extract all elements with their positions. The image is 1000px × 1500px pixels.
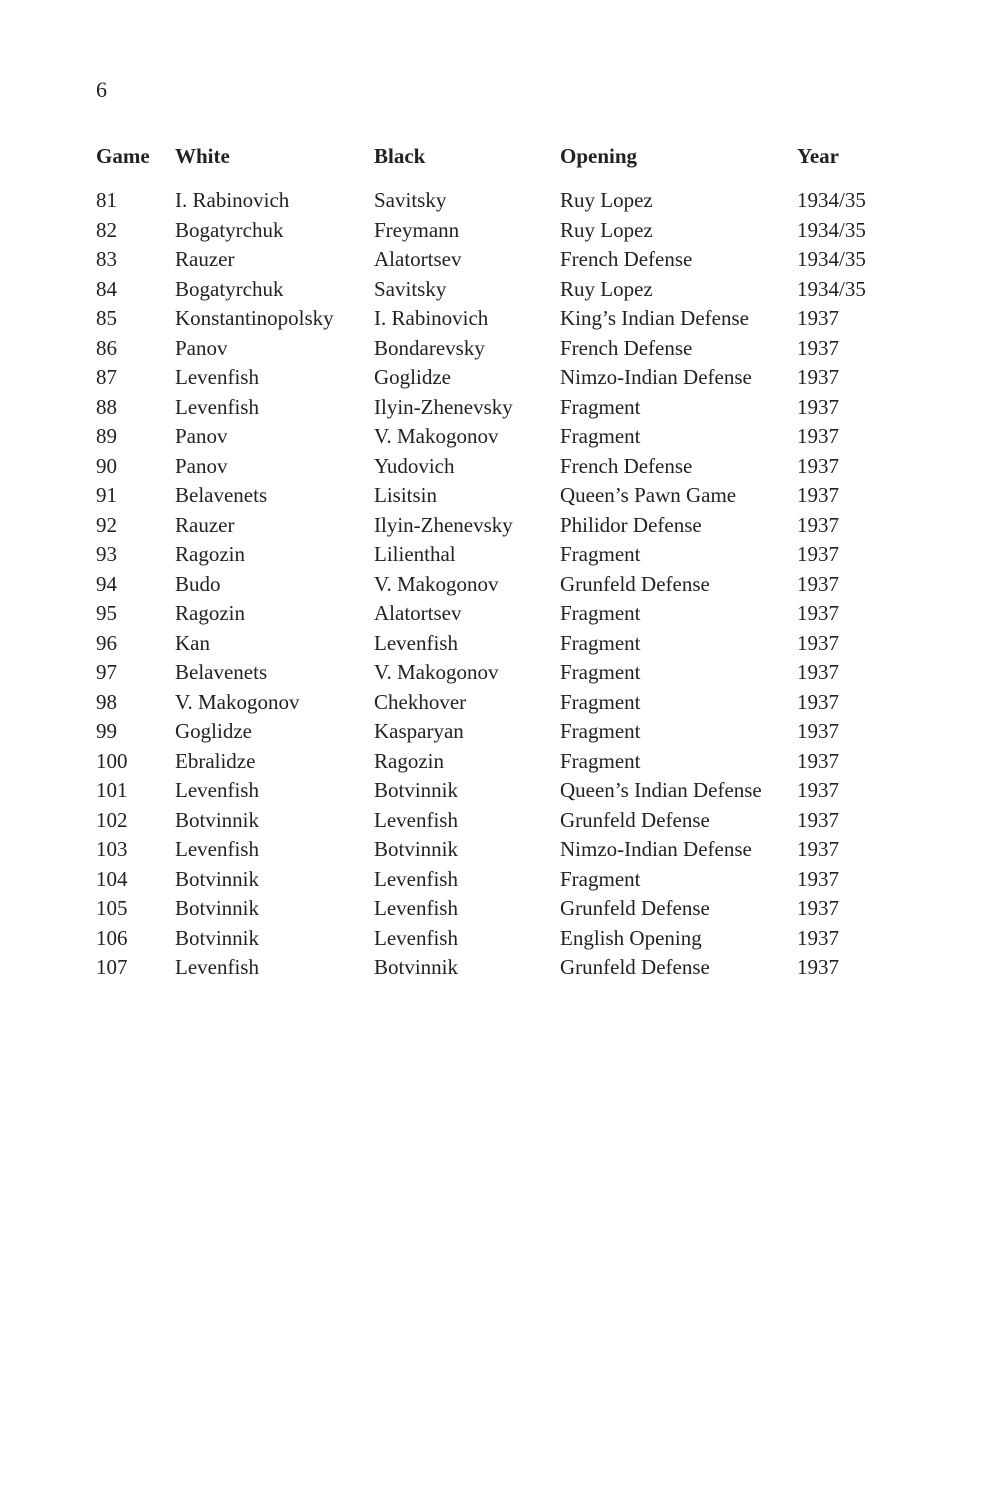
cell-white: Levenfish [175, 778, 259, 802]
cell-game: 86 [96, 335, 117, 360]
cell-opening: Grunfeld Defense [560, 807, 710, 832]
cell-year: 1937 [797, 837, 839, 861]
table-row [96, 776, 887, 806]
header-year: Year [797, 144, 839, 168]
cell-game: 88 [96, 394, 117, 419]
cell-year: 1937 [797, 365, 839, 389]
cell-game: 85 [96, 306, 117, 330]
cell-opening: French Defense [560, 335, 693, 360]
cell-black: Chekhover [374, 689, 467, 714]
cell-black: Botvinnik [374, 955, 459, 979]
games-table [96, 142, 887, 983]
cell-year: 1937 [797, 689, 839, 714]
table-row [96, 216, 887, 246]
cell-year: 1934/35 [797, 217, 866, 242]
cell-game: 84 [96, 276, 117, 301]
cell-opening: Ruy Lopez [560, 217, 653, 242]
cell-black: Savitsky [374, 276, 447, 301]
games-table-body [96, 186, 887, 983]
cell-game: 104 [96, 866, 128, 891]
cell-opening: Ruy Lopez [560, 188, 653, 212]
header-white: White [175, 144, 230, 168]
table-row [96, 953, 887, 983]
cell-opening: Grunfeld Defense [560, 571, 710, 596]
cell-year: 1934/35 [797, 188, 866, 212]
header-black: Black [374, 144, 426, 168]
cell-opening: Philidor Defense [560, 512, 702, 537]
cell-year: 1937 [797, 925, 839, 950]
cell-game: 94 [96, 571, 117, 596]
table-row [96, 599, 887, 629]
table-row [96, 304, 887, 334]
cell-opening: Fragment [560, 719, 641, 743]
cell-black: V. Makogonov [374, 424, 499, 448]
cell-opening: French Defense [560, 453, 693, 478]
cell-black: Levenfish [374, 630, 458, 655]
cell-black: Ilyin-Zhenevsky [374, 512, 513, 537]
cell-year: 1937 [797, 778, 839, 802]
table-row [96, 629, 887, 659]
table-row [96, 393, 887, 423]
cell-opening: Grunfeld Defense [560, 896, 710, 920]
table-row [96, 806, 887, 836]
cell-black: Kasparyan [374, 719, 464, 743]
cell-game: 87 [96, 365, 117, 389]
cell-year: 1937 [797, 630, 839, 655]
cell-game: 97 [96, 660, 117, 684]
cell-game: 81 [96, 188, 117, 212]
cell-year: 1937 [797, 394, 839, 419]
cell-year: 1937 [797, 483, 839, 507]
cell-game: 107 [96, 955, 128, 979]
cell-game: 99 [96, 719, 117, 743]
cell-year: 1937 [797, 453, 839, 478]
cell-year: 1937 [797, 955, 839, 979]
cell-black: Lisitsin [374, 483, 438, 507]
cell-white: Belavenets [175, 483, 268, 507]
cell-opening: Fragment [560, 542, 641, 566]
table-row [96, 186, 887, 216]
cell-white: Ebralidze [175, 748, 256, 773]
table-row [96, 511, 887, 541]
cell-black: Alatortsev [374, 601, 462, 625]
cell-game: 93 [96, 542, 117, 566]
cell-black: Botvinnik [374, 837, 459, 861]
table-row [96, 835, 887, 865]
cell-black: Botvinnik [374, 778, 459, 802]
cell-game: 100 [96, 748, 128, 773]
cell-year: 1937 [797, 896, 839, 920]
cell-opening: Fragment [560, 660, 641, 684]
cell-opening: Fragment [560, 424, 641, 448]
cell-year: 1937 [797, 719, 839, 743]
cell-black: I. Rabinovich [374, 306, 489, 330]
cell-black: Alatortsev [374, 247, 462, 271]
cell-opening: Fragment [560, 630, 641, 655]
cell-year: 1937 [797, 424, 839, 448]
cell-opening: Fragment [560, 394, 641, 419]
cell-black: Levenfish [374, 896, 458, 920]
cell-white: Levenfish [175, 955, 259, 979]
cell-white: Kan [175, 630, 210, 655]
cell-white: Botvinnik [175, 807, 260, 832]
cell-opening: Fragment [560, 601, 641, 625]
header-opening: Opening [560, 144, 638, 168]
cell-game: 101 [96, 778, 128, 802]
cell-white: Botvinnik [175, 925, 260, 950]
cell-white: Rauzer [175, 247, 235, 271]
cell-game: 96 [96, 630, 117, 655]
cell-year: 1937 [797, 660, 839, 684]
cell-opening: Queen’s Indian Defense [560, 778, 762, 802]
cell-year: 1934/35 [797, 276, 866, 301]
table-row [96, 334, 887, 364]
cell-opening: Nimzo-Indian Defense [560, 837, 752, 861]
cell-white: I. Rabinovich [175, 188, 290, 212]
cell-year: 1937 [797, 866, 839, 891]
cell-opening: French Defense [560, 247, 693, 271]
cell-game: 105 [96, 896, 128, 920]
table-row [96, 924, 887, 954]
cell-game: 95 [96, 601, 117, 625]
cell-white: Panov [175, 424, 228, 448]
cell-game: 106 [96, 925, 128, 950]
cell-year: 1937 [797, 571, 839, 596]
cell-game: 82 [96, 217, 117, 242]
cell-white: Panov [175, 335, 228, 360]
cell-black: Goglidze [374, 365, 451, 389]
cell-opening: Fragment [560, 689, 641, 714]
table-row [96, 245, 887, 275]
cell-black: Ilyin-Zhenevsky [374, 394, 513, 419]
cell-year: 1937 [797, 306, 839, 330]
cell-year: 1937 [797, 748, 839, 773]
cell-black: Yudovich [374, 453, 455, 478]
cell-game: 90 [96, 453, 117, 478]
table-header-row [96, 142, 887, 186]
cell-year: 1937 [797, 335, 839, 360]
cell-opening: Queen’s Pawn Game [560, 483, 737, 507]
table-row [96, 688, 887, 718]
table-row [96, 452, 887, 482]
table-row [96, 481, 887, 511]
header-game: Game [96, 144, 150, 168]
cell-game: 102 [96, 807, 128, 832]
cell-opening: Grunfeld Defense [560, 955, 710, 979]
cell-opening: Fragment [560, 866, 641, 891]
cell-white: Belavenets [175, 660, 268, 684]
cell-white: Botvinnik [175, 896, 260, 920]
cell-black: Levenfish [374, 866, 458, 891]
cell-opening: King’s Indian Defense [560, 306, 749, 330]
cell-white: Rauzer [175, 512, 235, 537]
cell-year: 1937 [797, 807, 839, 832]
cell-game: 98 [96, 689, 117, 714]
cell-white: Levenfish [175, 837, 259, 861]
table-row [96, 275, 887, 305]
table-row [96, 658, 887, 688]
cell-black: Levenfish [374, 925, 458, 950]
cell-white: Levenfish [175, 394, 259, 419]
cell-game: 103 [96, 837, 128, 861]
cell-black: Ragozin [374, 748, 444, 773]
cell-white: Panov [175, 453, 228, 478]
cell-game: 91 [96, 483, 117, 507]
cell-white: Botvinnik [175, 866, 260, 891]
cell-white: Konstantinopolsky [175, 306, 334, 330]
cell-opening: Fragment [560, 748, 641, 773]
cell-black: Savitsky [374, 188, 447, 212]
cell-white: Levenfish [175, 365, 259, 389]
cell-black: V. Makogonov [374, 571, 499, 596]
cell-white: V. Makogonov [175, 689, 300, 714]
cell-game: 92 [96, 512, 117, 537]
cell-white: Ragozin [175, 542, 245, 566]
table-row [96, 540, 887, 570]
table-row [96, 747, 887, 777]
cell-year: 1937 [797, 512, 839, 537]
cell-white: Budo [175, 571, 221, 596]
cell-opening: Nimzo-Indian Defense [560, 365, 752, 389]
cell-white: Bogatyrchuk [175, 217, 284, 242]
cell-year: 1937 [797, 542, 839, 566]
cell-black: Lilienthal [374, 542, 456, 566]
table-row [96, 570, 887, 600]
table-row [96, 717, 887, 747]
table-row [96, 422, 887, 452]
table-row [96, 363, 887, 393]
table-row [96, 894, 887, 924]
cell-opening: Ruy Lopez [560, 276, 653, 301]
cell-white: Goglidze [175, 719, 252, 743]
cell-black: Freymann [374, 217, 460, 242]
page-number: 6 [96, 77, 107, 102]
cell-white: Ragozin [175, 601, 245, 625]
cell-year: 1937 [797, 601, 839, 625]
cell-white: Bogatyrchuk [175, 276, 284, 301]
cell-game: 89 [96, 424, 117, 448]
cell-black: V. Makogonov [374, 660, 499, 684]
cell-opening: English Opening [560, 925, 702, 950]
cell-black: Bondarevsky [374, 335, 485, 360]
cell-year: 1934/35 [797, 247, 866, 271]
table-row [96, 865, 887, 895]
cell-game: 83 [96, 247, 117, 271]
cell-black: Levenfish [374, 807, 458, 832]
